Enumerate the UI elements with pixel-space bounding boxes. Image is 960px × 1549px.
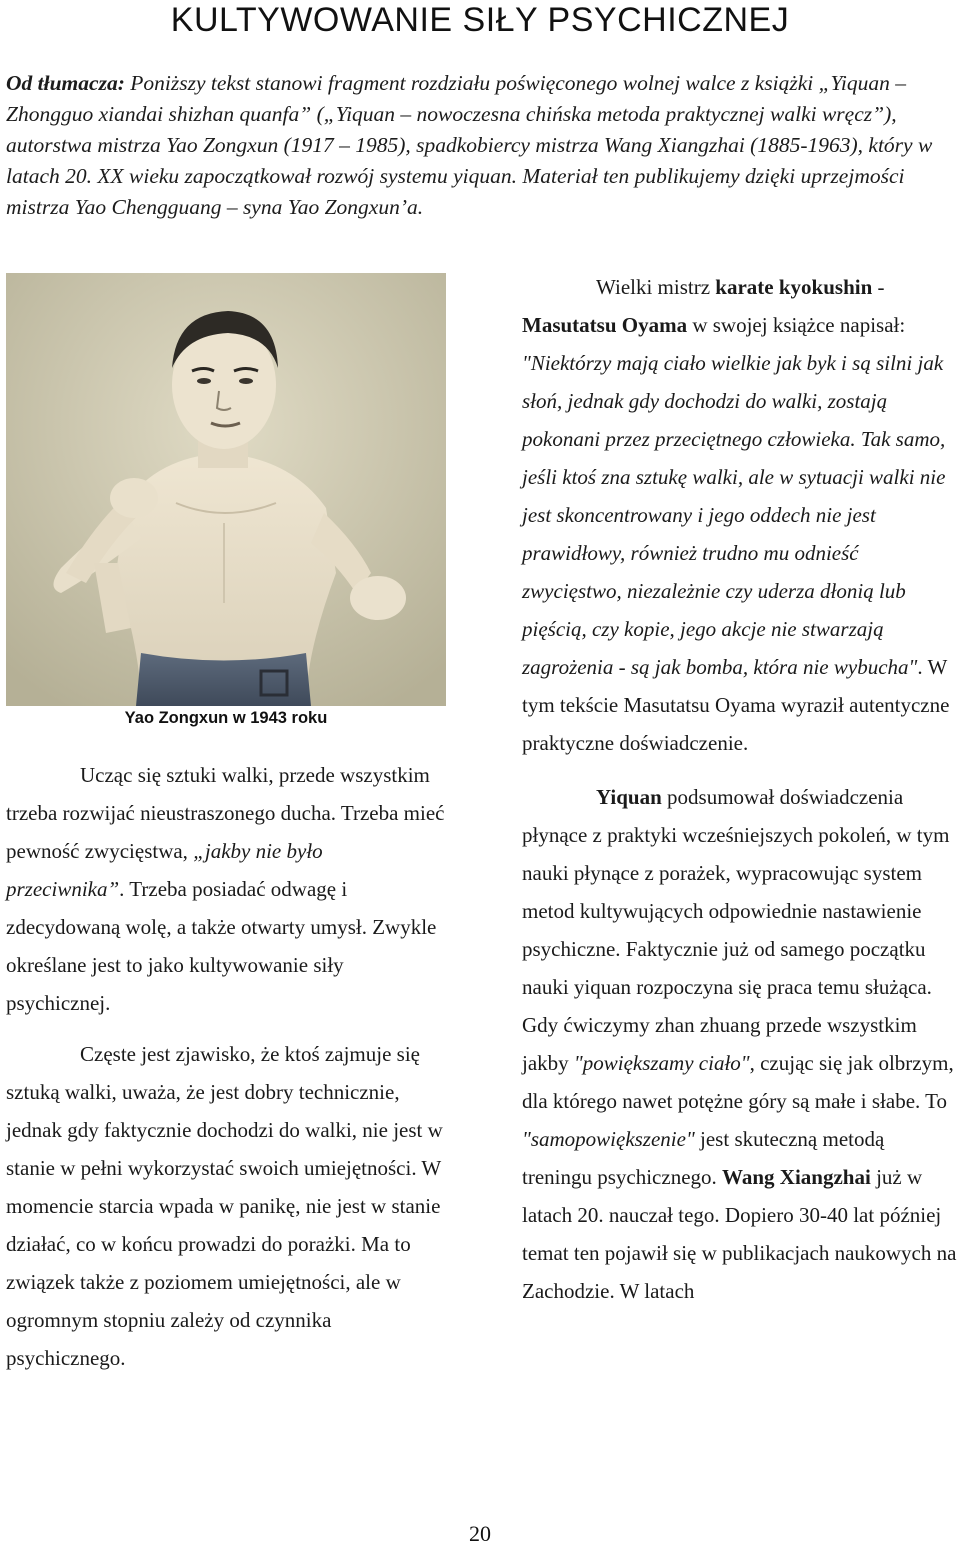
emphasis-text: „jakby nie było przeciwnika” — [6, 839, 323, 901]
bold-text: Yiquan — [596, 785, 662, 809]
paragraph-text: już w latach 20. nauczał tego. Dopiero 30-40 lat później temat ten pojawił się w publikacjach naukowych na Zachodzie. W latach — [522, 1165, 957, 1303]
right-paragraph-1 — [522, 268, 958, 762]
paragraph-text: Częste jest zjawisko, że ktoś zajmuje się sztuką walki, uważa, że jest dobry technicznie, jednak gdy faktycznie dochodzi do walki, nie jest w stanie w pełni wykorzystać swoich umiejętności. W momencie starcia wpada w panikę, nie jest w stanie działać, co w końcu prowadzi do porażki. Ma to związek także z poziomem umiejętności, ale w ogromnym stopniu zależy od czynnika psychicznego. — [6, 1042, 443, 1370]
bold-text: karate kyokushin — [715, 275, 873, 299]
paragraph-text: w swojej książce napisał: — [687, 313, 906, 337]
translator-note-text: Poniższy tekst stanowi fragment rozdziału poświęconego wolnej walce z książki „Yiquan – Zhongguo xiandai shizhan quanfa” („Yiquan – nowoczesna chińska metoda praktycznej walki wręcz”), autorstwa mistrza Yao Zongxun (1917 – 1985), spadkobiercy mistrza Wang Xiangzhai (1885-1963), który w latach 20. XX wieku zapoczątkował rozwój systemu yiquan. Materiał ten publikujemy dzięki uprzejmości mistrza Yao Chengguang – syna Yao Zongxun’a. — [6, 71, 933, 219]
quote-text: "Niektórzy mają ciało wielkie jak byk i są silni jak słoń, jednak gdy dochodzi do walki, zostają pokonani przez przeciętnego człowieka. Tak samo, jeśli ktoś zna sztukę walki, ale w sytuacji walki nie jest skoncentrowany i jego oddech nie jest prawidłowy, również trudno mu odnieść zwycięstwo, niezależnie czy uderza dłonią lub pięścią, czy kopie, jego akcje nie stwarzają zagrożenia - są jak bomba, która nie wybucha" — [522, 351, 946, 679]
quote-text: "powiększamy ciało" — [573, 1051, 750, 1075]
right-column — [522, 268, 958, 1310]
portrait-photo — [6, 273, 446, 706]
paragraph-text: - — [872, 275, 885, 299]
paragraph-text: Wielki mistrz — [596, 275, 716, 299]
paragraph-text: podsumował doświadczenia płynące z praktyki wcześniejszych pokoleń, w tym nauki płynące z porażek, wypracowując system metod kultywujących odpowiednie nastawienie psychiczne. Faktycznie już od samego początku nauki yiquan rozpoczyna się praca temu służąca. Gdy ćwiczymy zhan zhuang przede wszystkim jakby — [522, 785, 950, 1075]
page-number: 20 — [469, 1521, 491, 1546]
bold-text: Masutatsu Oyama — [522, 313, 688, 337]
translator-note — [6, 68, 956, 223]
paragraph-text: Ucząc się sztuki walki, przede wszystkim trzeba rozwijać nieustraszonego ducha. Trzeba mieć pewność zwycięstwa, — [6, 763, 445, 863]
bold-text: Wang Xiangzhai — [722, 1165, 871, 1189]
paragraph-text: . Trzeba posiadać odwagę i zdecydowaną wolę, a także otwarty umysł. Zwykle określane jest to jako kultywowanie siły psychicznej. — [6, 877, 437, 1015]
left-column-paragraph-2 — [6, 1035, 446, 1377]
photo-caption: Yao Zongxun w 1943 roku — [124, 709, 328, 727]
paragraph-text: . W tym tekście Masutatsu Oyama wyraził autentyczne praktyczne doświadczenie. — [522, 655, 950, 755]
right-paragraph-2 — [522, 778, 958, 1310]
quote-text: "samopowiększenie" — [522, 1127, 695, 1151]
article-title: KULTYWOWANIE SIŁY PSYCHICZNEJ — [170, 1, 790, 39]
left-column-paragraph-1 — [6, 756, 446, 1022]
paragraph-text: jest skuteczną metodą treningu psychicznego. — [522, 1127, 885, 1189]
paragraph-text: , czując się jak olbrzym, dla którego nawet potężne góry są małe i słabe. To — [522, 1051, 954, 1113]
translator-note-label: Od tłumacza: — [6, 71, 125, 95]
